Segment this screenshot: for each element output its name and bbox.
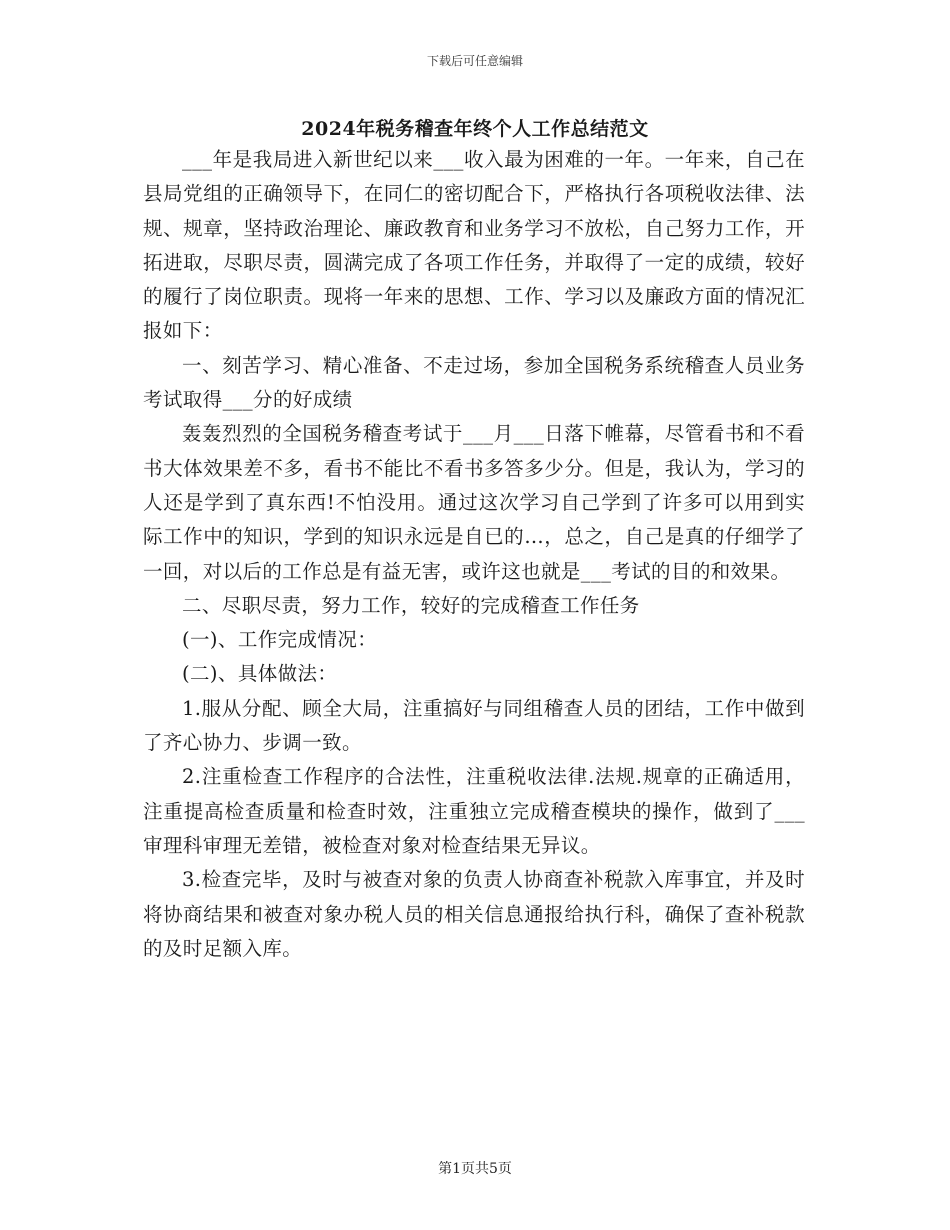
paragraph-subsection-two: (二)、具体做法：: [182, 662, 338, 686]
paragraph-intro: ___年是我局进入新世纪以来___收入最为困难的一年。一年来，自己在县局党组的正确领导下，在同仁的密切配合下，严格执行各项税收法律、法规、规章，坚持政治理论、廉政教育和业务学习不放松，自己努力工作，开拓进取，尽职尽责，圆满完成了各项工作任务，并取得了一定的成绩，较好的履行了岗位职责。现将一年来的思想、工作、学习以及廉政方面的情况汇报如下：: [143, 148, 805, 343]
paragraph-section-one-heading: 一、刻苦学习、精心准备、不走过场，参加全国税务系统稽查人员业务考试取得___分的好成绩: [143, 353, 805, 412]
document-body: [143, 143, 805, 966]
paragraph-subsection-one: (一)、工作完成情况：: [182, 628, 378, 652]
paragraph-item-1: 1.服从分配、顾全大局，注重搞好与同组稽查人员的团结，工作中做到了齐心协力、步调一致。: [143, 696, 805, 755]
paragraph-exam: 轰轰烈烈的全国税务稽查考试于___月___日落下帷幕，尽管看书和不看书大体效果差不多，看书不能比不看书多答多少分。但是，我认为，学习的人还是学到了真东西!不怕没用。通过这次学习自己学到了许多可以用到实际工作中的知识，学到的知识永远是自已的…，总之，自己是真的仔细学了一回，对以后的工作总是有益无害，或许这也就是___考试的目的和效果。: [143, 422, 805, 583]
header-note: 下载后可任意编辑: [426, 54, 523, 68]
paragraph-item-3: 3.检查完毕，及时与被查对象的负责人协商查补税款入库事宜，并及时将协商结果和被查对象办税人员的相关信息通报给执行科，确保了查补税款的及时足额入库。: [143, 868, 805, 960]
paragraph-item-2: 2.注重检查工作程序的合法性，注重税收法律.法规.规章的正确适用，注重提高检查质量和检查时效，注重独立完成稽查模块的操作，做到了___审理科审理无差错，被检查对象对检查结果无异议。: [143, 765, 805, 857]
page-footer: 第1页共5页: [438, 1161, 512, 1177]
paragraph-section-two-heading: 二、尽职尽责，努力工作，较好的完成稽查工作任务: [182, 593, 640, 617]
document-title: 2024年税务稽查年终个人工作总结范文: [301, 118, 649, 140]
